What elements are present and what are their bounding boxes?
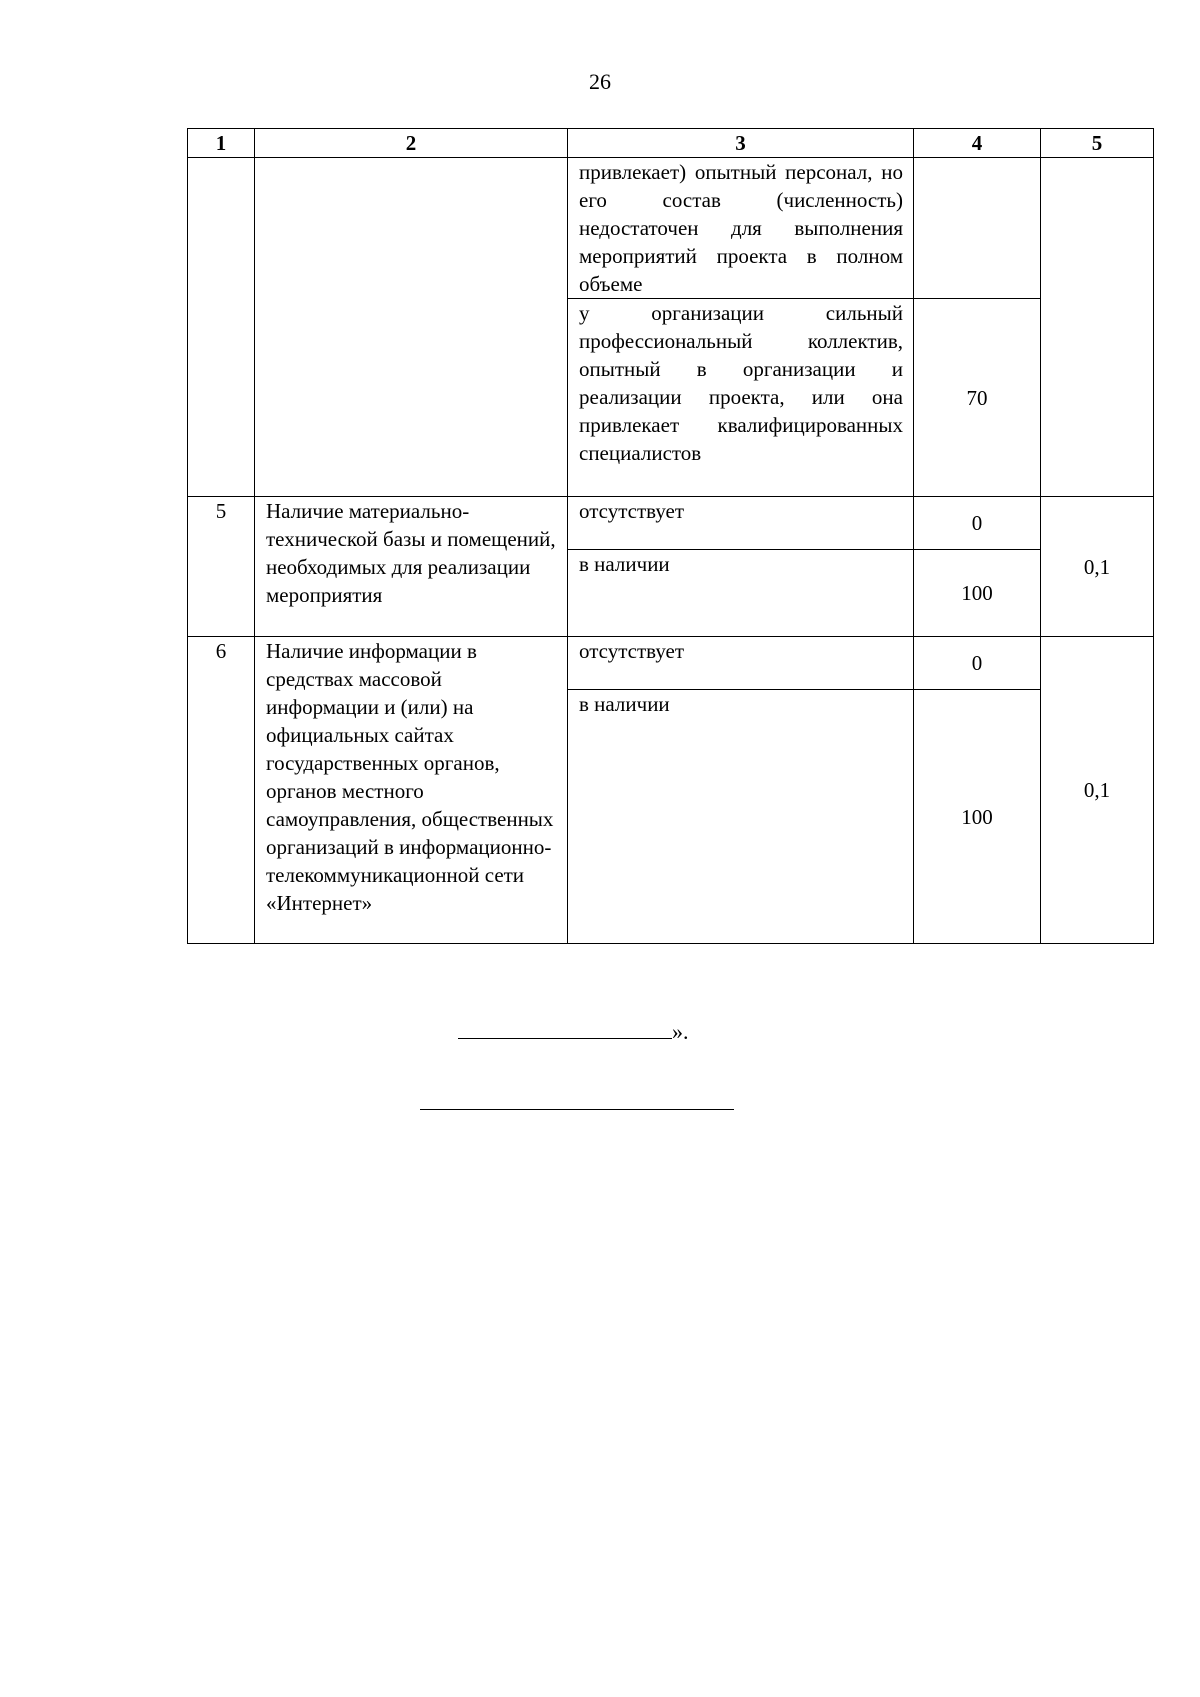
option-score: 0 <box>914 497 1041 550</box>
cell-num-continued <box>188 158 255 497</box>
criterion-weight: 0,1 <box>1041 497 1154 637</box>
weight-continued <box>1041 158 1154 497</box>
criterion-weight: 0,1 <box>1041 637 1154 944</box>
header-col-3: 3 <box>568 129 914 158</box>
closing-mark <box>458 1018 689 1046</box>
row-number: 6 <box>188 637 255 944</box>
header-col-2: 2 <box>255 129 568 158</box>
header-col-4: 4 <box>914 129 1041 158</box>
option-continued: привлекает) опытный персонал, но его состав (численность) недостаточен для выполнения мероприятий проекта в полном объеме <box>568 158 914 299</box>
criterion-name: Наличие материально-технической базы и помещений, необходимых для реализации мероприятия <box>255 497 568 637</box>
criterion-name: Наличие информации в средствах массовой информации и (или) на официальных сайтах государственных органов, органов местного самоуправления, общественных организаций в информационно-телекоммуникационной сети «Интернет» <box>255 637 568 944</box>
option-score: 100 <box>914 690 1041 944</box>
header-col-5: 5 <box>1041 129 1154 158</box>
criteria-table <box>187 128 1154 944</box>
option-score: 100 <box>914 550 1041 637</box>
end-rule <box>420 1109 734 1110</box>
page-number: 26 <box>589 69 611 94</box>
table-header-row <box>188 129 1154 158</box>
option-score: 0 <box>914 637 1041 690</box>
option-text: в наличии <box>568 690 914 944</box>
cell-criterion-continued <box>255 158 568 497</box>
score-continued-2: 70 <box>914 299 1041 497</box>
table-row-5a <box>188 497 1154 550</box>
option-text: отсутствует <box>568 497 914 550</box>
option-text: в наличии <box>568 550 914 637</box>
option-continued-2: у организации сильный профессиональный коллектив, опытный в организации и реализации проекта, или она привлекает квалифицированных специалистов <box>568 299 914 497</box>
closing-quote: ». <box>672 1019 689 1044</box>
closing-underline <box>458 1018 672 1039</box>
table-row-continued <box>188 158 1154 299</box>
row-number: 5 <box>188 497 255 637</box>
option-text: отсутствует <box>568 637 914 690</box>
header-col-1: 1 <box>188 129 255 158</box>
table-row-6a <box>188 637 1154 690</box>
score-continued <box>914 158 1041 299</box>
